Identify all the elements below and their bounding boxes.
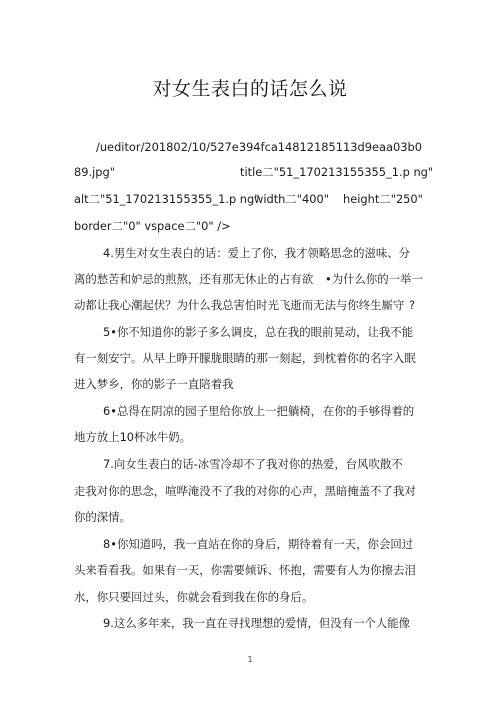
text-line: 走我对你的思念，喧哗淹没不了我的对你的心声，黑暗掩盖不了我对 xyxy=(74,484,416,498)
text-line: 5•你不知道你的影子多么调皮，总在我的眼前晃动，让我不能 xyxy=(103,325,414,339)
text-line: /ueditor/201802/10/527e394fca14812185113d9eaa03b0 xyxy=(96,140,422,154)
text-line: 地方放上10杯冰牛奶。 xyxy=(74,430,192,444)
text-line: height二"250" xyxy=(343,192,423,206)
page-number: 1 xyxy=(247,655,253,664)
text-line: 6•总得在阴凉的园子里给你放上一把躺椅， xyxy=(103,404,322,418)
text-line: 你的深情。 xyxy=(74,510,131,524)
text-line: alt二"51_170213155355_1.p ng" xyxy=(74,192,260,206)
page-title: 对女生表白的话怎么说 xyxy=(152,78,348,100)
text-line: 7.向女生表白的话-冰雪冷却不了我对你的热爱，台风吹散不 xyxy=(103,457,403,471)
text-line: 89.jpg" xyxy=(74,165,115,179)
text-line: width二"400" xyxy=(254,192,330,206)
text-line: title二"51_170213155355_1.p ng" xyxy=(240,165,434,179)
text-line: 进入梦乡，你的影子一直陪着我 xyxy=(74,377,234,391)
text-line: 水，你只要回过头，你就会看到我在你的身后。 xyxy=(74,590,314,604)
text-line: 9.这么多年来，我一直在寻找理想的爱情，但没有一个人能像 xyxy=(103,616,411,630)
text-line: 有一刻安宁。从早上睁开朦胧眼睛的那一刻起，到枕着你的名字入眠 xyxy=(74,351,416,365)
text-line: border二"0" vspace二"0" /> xyxy=(74,219,231,233)
text-line: 4.男生对女生表白的话：爱上了你，我才领略思念的滋味、分 xyxy=(103,246,411,260)
text-line: 离的愁苦和妒忌的煎熬，还有那无休止的占有欲 xyxy=(74,272,314,286)
text-line: 8•你知道吗，我一直站在你的身后，期待着有一天，你会回过 xyxy=(103,537,414,551)
text-line: 动都让我心潮起伏？为什么我总害怕时光飞逝而无法与你终生厮守 xyxy=(74,298,405,312)
text-line: ? xyxy=(409,298,416,312)
text-line: 头来看看我。如果有一天，你需要倾诉、怀抱，需要有人为你擦去泪 xyxy=(74,563,416,577)
text-line: 在你的手够得着的 xyxy=(323,404,415,418)
text-line: •为什么你的一举一 xyxy=(325,272,423,286)
